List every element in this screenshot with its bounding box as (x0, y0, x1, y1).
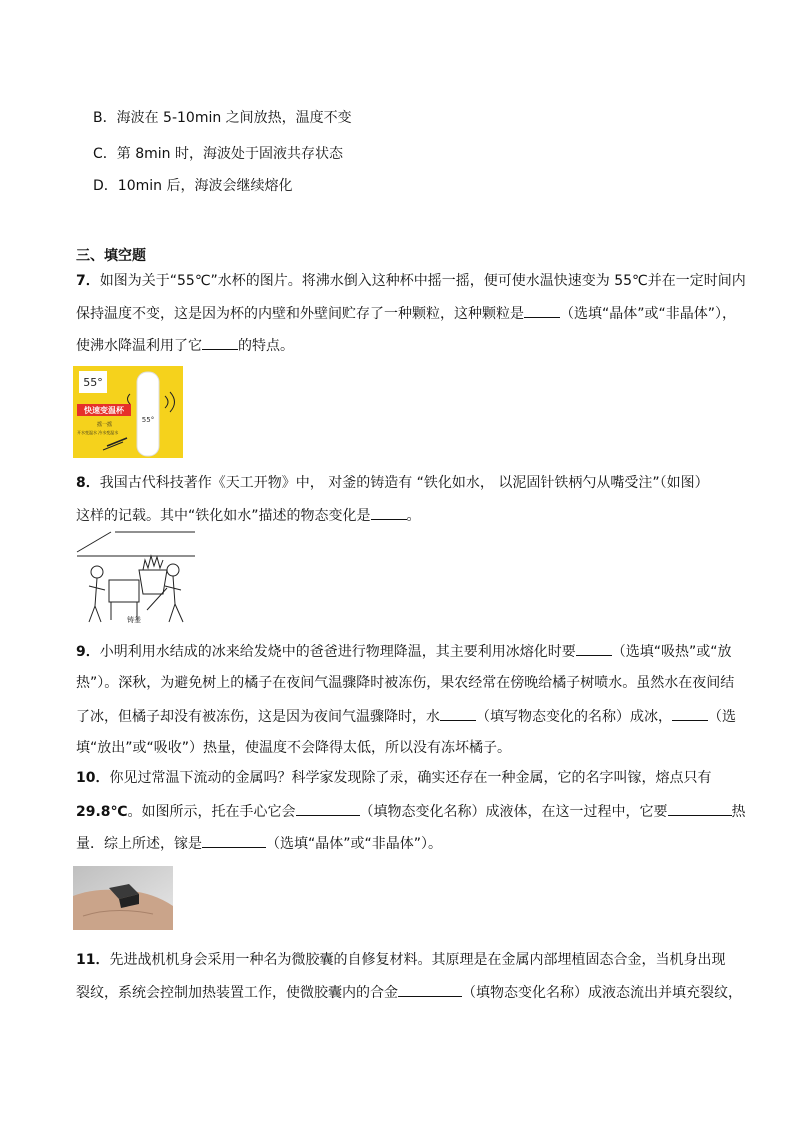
casting-caption: 铸釜 (127, 616, 141, 624)
q9-text-1b: （选填“吸热”或“放 (611, 644, 732, 660)
q7-line-2 (76, 303, 736, 324)
answer-blank[interactable] (398, 982, 462, 997)
option-b-text: 海波在 5-10min 之间放热，温度不变 (116, 110, 352, 126)
option-d-label: D． (93, 178, 118, 194)
q10-line-1 (76, 768, 711, 788)
q8-number: 8． (76, 475, 100, 491)
q9-line-2 (76, 673, 734, 693)
q9-number: 9． (76, 644, 100, 660)
q10-text-1: 你见过常温下流动的金属吗？科学家发现除了汞，确实还存在一种金属，它的名字叫镓，熔点只有 (109, 770, 712, 786)
answer-blank[interactable] (202, 833, 266, 848)
q10-line-2 (76, 801, 746, 822)
option-b (93, 108, 352, 128)
answer-blank[interactable] (440, 706, 476, 721)
answer-blank[interactable] (576, 641, 612, 656)
cup-label-text: 55° (141, 416, 155, 424)
q7-text-2b: （选填“晶体”或“非晶体”）， (560, 306, 737, 322)
q7-number: 7． (76, 273, 100, 289)
q8-text-2a: 这样的记载。其中“铁化如水”描述的物态变化是 (76, 508, 371, 524)
q9-text-2: 热”）。深秋，为避免树上的橘子在夜间气温骤降时被冻伤，果农经常在傍晚给橘子树喷水。虽然水在夜间结 (76, 675, 735, 691)
q7-text-2a: 保持温度不变，这是因为杯的内壁和外壁间贮存了一种颗粒，这种颗粒是 (76, 306, 524, 322)
option-d (93, 176, 292, 196)
answer-blank[interactable] (672, 706, 708, 721)
q9-line-4 (76, 738, 511, 758)
answer-blank[interactable] (202, 335, 238, 350)
q8-line-2 (76, 505, 421, 526)
q11-number: 11． (76, 952, 110, 968)
q8-text-1: 我国古代科技著作《天工开物》中， 对釜的铸造有 “铁化如水， 以泥固针铁柄勺从嘴受注”（如图） (99, 475, 709, 491)
q9-line-3 (76, 706, 736, 727)
q10-text-2c: （填物态变化名称）成液体，在这一过程中，它要 (359, 804, 668, 820)
q11-line-1 (76, 950, 725, 970)
q9-line-1 (76, 641, 732, 662)
q11-text-2a: 裂纹，系统会控制加热装置工作，使微胶囊内的合金 (76, 985, 398, 1001)
q10-line-3 (76, 833, 442, 854)
q11-text-1: 先进战机机身会采用一种名为微胶囊的自修复材料。其原理是在金属内部埋植固态合金，当机身出现 (109, 952, 726, 968)
cup-icon (137, 372, 159, 456)
q10-text-2d: 热 (731, 804, 746, 820)
cup-sub1-text: 摇一摇 (97, 422, 113, 428)
option-c (93, 144, 343, 164)
q11-text-2b: （填物态变化名称）成液态流出并填充裂纹， (462, 985, 742, 1001)
cup-badge-text: 55° (83, 376, 103, 389)
q9-text-3a: 了冰，但橘子却没有被冻伤，这是因为夜间气温骤降时，水 (76, 709, 440, 725)
q10-number: 10． (76, 770, 110, 786)
q9-text-3c: （选 (708, 709, 736, 725)
section-heading: 三、填空题 (76, 248, 146, 264)
q8-line-1 (76, 473, 709, 493)
q8-text-2b: 。 (406, 508, 421, 524)
q9-text-3b: （填写物态变化的名称）成冰， (476, 709, 672, 725)
gallium-hand-photo (73, 866, 173, 930)
q9-text-1a: 小明利用水结成的冰来给发烧中的爸爸进行物理降温，其主要利用冰熔化时要 (99, 644, 576, 660)
q7-text-3a: 使沸水降温利用了它 (76, 338, 202, 354)
q7-text-3b: 的特点。 (238, 338, 294, 354)
q7-text-1: 如图为关于“55℃”水杯的图片。将沸水倒入这种杯中摇一摇，便可使水温快速变为 55℃并在一定时间内 (99, 273, 746, 289)
answer-blank[interactable] (371, 505, 407, 520)
answer-blank[interactable] (524, 303, 560, 318)
answer-blank[interactable] (296, 801, 360, 816)
q10-text-3b: （选填“晶体”或“非晶体”）。 (266, 836, 443, 852)
answer-blank[interactable] (668, 801, 732, 816)
casting-illustration (75, 530, 195, 626)
q7-line-1 (76, 271, 746, 291)
q11-line-2 (76, 982, 742, 1003)
q7-line-3 (76, 335, 294, 356)
q9-text-4: 填“放出”或“吸收”）热量，使温度不会降得太低，所以没有冻坏橘子。 (76, 740, 512, 756)
option-b-label: B． (93, 110, 117, 126)
cup-sub2-text: 开水变温水 冷水变温水 (77, 430, 119, 435)
option-c-label: C． (93, 146, 117, 162)
cup-brand-text: 快速变温杯 (84, 406, 124, 415)
cup-advert-image (73, 366, 183, 458)
q10-melting-point: 29.8℃ (76, 804, 128, 820)
q10-text-2b: 。如图所示，托在手心它会 (127, 804, 296, 820)
option-c-text: 第 8min 时，海波处于固液共存状态 (116, 146, 343, 162)
option-d-text: 10min 后，海波会继续熔化 (117, 178, 293, 194)
q10-text-3a: 量．综上所述，镓是 (76, 836, 202, 852)
